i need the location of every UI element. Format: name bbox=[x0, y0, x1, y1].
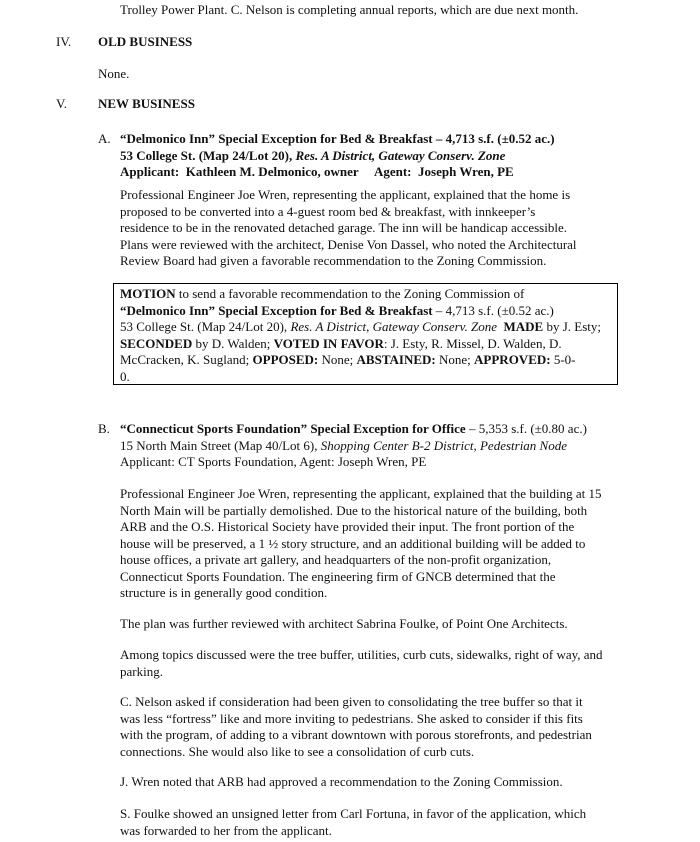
item-b-para-line: S. Foulke showed an unsigned letter from Carl Fortuna, in favor of the application, which bbox=[120, 806, 587, 821]
item-b-paragraph-2 bbox=[120, 616, 646, 633]
continuation-text: Trolley Power Plant. C. Nelson is completing annual reports, which are due next month. bbox=[120, 2, 579, 17]
item-b-para-line: house offices, a private art gallery, and headquarters of the non-profit organization, bbox=[120, 552, 552, 567]
motion-line-5: McCracken, K. Sugland; OPPOSED: None; ABSTAINED: None; APPROVED: 5-0- bbox=[120, 352, 576, 367]
item-a-paragraph bbox=[120, 187, 646, 270]
item-a-heading bbox=[120, 131, 646, 181]
motion-line-4: SECONDED by D. Walden; VOTED IN FAVOR: J. Esty, R. Missel, D. Walden, D. bbox=[120, 335, 562, 351]
item-b-para-line: connections. She would also like to see a consolidation of curb cuts. bbox=[120, 743, 475, 759]
seconded-label: SECONDED bbox=[120, 335, 193, 351]
item-a-title: “Delmonico Inn” Special Exception for Bed & Breakfast bbox=[120, 131, 433, 146]
item-a-address-line bbox=[120, 148, 646, 165]
item-b-para-line: parking. bbox=[120, 663, 163, 679]
item-b-para-line: The plan was further reviewed with architect Sabrina Foulke, of Point One Architects. bbox=[120, 616, 568, 631]
item-a-address: 53 College St. (Map 24/Lot 20), bbox=[120, 147, 296, 163]
item-b-paragraph-3 bbox=[120, 647, 646, 680]
item-b-title: “Connecticut Sports Foundation” Special Exception for Office bbox=[120, 421, 466, 436]
item-b-para-line: Professional Engineer Joe Wren, representing the applicant, explained that the building at 15 bbox=[120, 486, 602, 501]
motion-box bbox=[113, 283, 618, 385]
item-a-size: – 4,713 s.f. (±0.52 ac.) bbox=[432, 131, 555, 146]
item-b-paragraph-4 bbox=[120, 694, 646, 760]
section-iv-title: OLD BUSINESS bbox=[98, 34, 193, 49]
item-b-para-line: Among topics discussed were the tree buffer, utilities, curb cuts, sidewalks, right of way, and bbox=[120, 647, 603, 662]
item-b-para-line: structure is in generally good condition. bbox=[120, 585, 328, 600]
item-a-letter: A. bbox=[98, 131, 111, 146]
item-b-para-line: house will be preserved, a 1 ½ story structure, and an additional building will be added to bbox=[120, 535, 586, 551]
item-b-para-line: ARB and the O.S. Historical Society have provided their input. The front portion of the bbox=[120, 519, 575, 534]
approved-label: APPROVED: bbox=[474, 352, 551, 367]
item-a-para-line: Professional Engineer Joe Wren, representing the applicant, explained that the home is bbox=[120, 187, 571, 202]
made-label: MADE bbox=[496, 319, 544, 334]
item-b-address-line bbox=[120, 438, 646, 455]
favor-label: VOTED IN FAVOR bbox=[273, 335, 384, 351]
item-b-letter: B. bbox=[98, 421, 110, 436]
abstained-label: ABSTAINED: bbox=[356, 352, 436, 367]
item-b-address: 15 North Main Street (Map 40/Lot 6), bbox=[120, 437, 321, 453]
motion-line-2: “Delmonico Inn” Special Exception for Bed & Breakfast – 4,713 s.f. (±0.52 ac.) bbox=[120, 302, 554, 318]
item-a-applicant: Applicant: Kathleen M. Delmonico, owner Agent: Joseph Wren, PE bbox=[120, 164, 514, 179]
item-b-para-line: with the program, of adding to a vibrant downtown with porous storefronts, and pedestrian bbox=[120, 727, 592, 742]
item-a-para-line: proposed to be converted into a 4-guest room bed & breakfast, with innkeeper’s bbox=[120, 203, 536, 219]
section-iv-body: None. bbox=[98, 66, 130, 81]
item-b-title-line bbox=[120, 421, 646, 438]
item-b-paragraph-6 bbox=[120, 806, 646, 839]
item-b-paragraph-5 bbox=[120, 774, 646, 791]
item-a-para-line: residence to be in the renovated detached garage. The inn will be handicap accessible. bbox=[120, 220, 567, 235]
motion-line-3: 53 College St. (Map 24/Lot 20), Res. A District, Gateway Conserv. Zone MADE by J. Esty; bbox=[120, 319, 601, 334]
item-b-paragraph-1 bbox=[120, 486, 646, 602]
opposed-label: OPPOSED: bbox=[252, 352, 319, 367]
item-b-zone: Shopping Center B-2 District, Pedestrian Node bbox=[320, 437, 568, 453]
section-iv-number: IV. bbox=[56, 34, 72, 49]
item-b-para-line: C. Nelson asked if consideration had been given to consolidating the tree buffer so that it bbox=[120, 694, 583, 709]
motion-label: MOTION bbox=[120, 286, 176, 301]
item-b-para-line: North Main will be partially demolished. Due to the historical nature of the building, both bbox=[120, 502, 588, 518]
item-b-applicant: Applicant: CT Sports Foundation, Agent: Joseph Wren, PE bbox=[120, 454, 427, 469]
section-v-number: V. bbox=[56, 96, 67, 111]
item-b-heading bbox=[120, 421, 646, 471]
item-b-para-line: was forwarded to her from the applicant. bbox=[120, 822, 332, 838]
item-a-para-line: Review Board had given a favorable recommendation to the Zoning Commission. bbox=[120, 253, 547, 268]
continuation-line bbox=[120, 2, 646, 19]
motion-line-6: 0. bbox=[120, 368, 130, 384]
item-b-para-line: Connecticut Sports Foundation. The engineering firm of GNCB determined that the bbox=[120, 568, 556, 584]
item-a-para-line: Plans were reviewed with the architect, Denise Von Dassel, who noted the Architectural bbox=[120, 236, 577, 252]
item-a-title-line bbox=[120, 131, 646, 148]
section-v-title: NEW BUSINESS bbox=[98, 96, 195, 111]
item-a-zone: Res. A District, Gateway Conserv. Zone bbox=[295, 147, 506, 163]
item-b-size: – 5,353 s.f. (±0.80 ac.) bbox=[465, 421, 587, 436]
item-b-para-line: J. Wren noted that ARB had approved a recommendation to the Zoning Commission. bbox=[120, 774, 563, 789]
item-b-para-line: was less “fortress” like and more inviting to pedestrians. She asked to consider if this fits bbox=[120, 710, 583, 726]
motion-line-1: MOTION to send a favorable recommendation to the Zoning Commission of bbox=[120, 286, 525, 301]
